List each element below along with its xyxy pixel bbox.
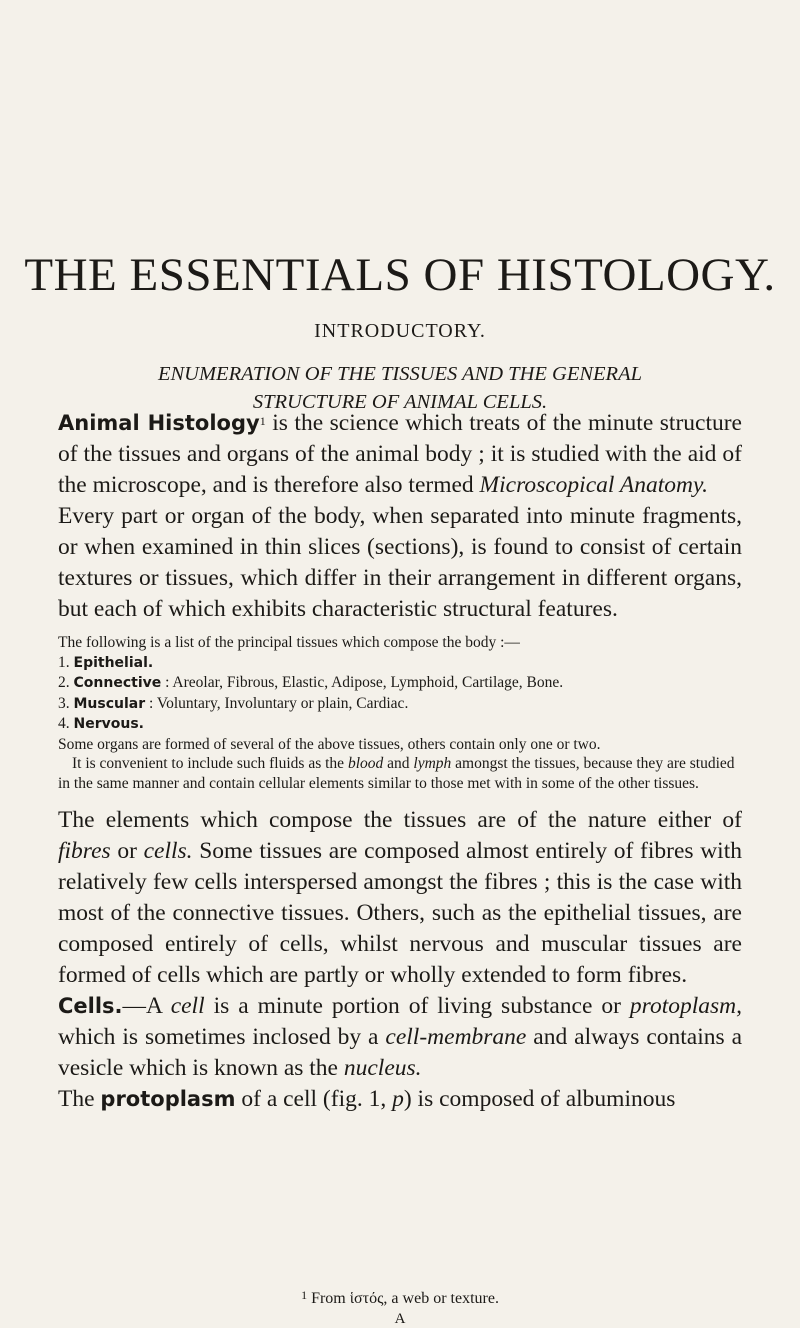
- list-item: [58, 653, 742, 674]
- text-run: The elements which compose the tissues are of the nature either of: [58, 807, 742, 833]
- tissue-list: [58, 653, 742, 735]
- term-lymph: lymph: [413, 755, 452, 772]
- list-number: 1.: [58, 653, 70, 671]
- text-run: is a minute portion of living substance or: [204, 993, 630, 1019]
- footnote-marker: 1: [259, 414, 266, 428]
- term-animal-histology: Animal Histology: [58, 411, 260, 435]
- term-nucleus: nucleus.: [343, 1055, 422, 1081]
- small-paragraph-fluids: [58, 754, 742, 793]
- text-run: amongst the tissues, because they are studied in the same manner and contain cellular elements similar to those met with in some of the other tissues.: [58, 755, 735, 792]
- signature-mark: A: [394, 1311, 406, 1327]
- text-run: It is convenient to include such fluids as the: [72, 755, 348, 772]
- term-cell: cell: [170, 993, 205, 1019]
- text-run: and: [383, 755, 414, 772]
- figure-label: p: [392, 1086, 404, 1112]
- paragraph-histology: [58, 408, 742, 501]
- text-run: Some tissues are composed almost entirely of fibres with relatively few cells interspersed amongst the fibres ; this is the case with most of the connective tissues. Others, such as the epithelial tissues, are composed entirely of cells, whilst nervous and muscular tissues are formed of cells which are partly or wholly extended to form fibres.: [58, 838, 742, 988]
- footnote-number: 1: [301, 1288, 308, 1302]
- text-run: ) is composed of albuminous: [403, 1086, 676, 1112]
- paragraph-protoplasm: [58, 1084, 742, 1115]
- list-number: 3.: [58, 694, 70, 712]
- term-protoplasm: protoplasm,: [629, 993, 742, 1019]
- paragraph-cells: [58, 991, 742, 1084]
- body-text: [58, 408, 742, 1115]
- list-term: Muscular: [73, 695, 146, 712]
- term-fibres: fibres: [58, 838, 111, 864]
- term-protoplasm-heading: protoplasm: [100, 1087, 236, 1111]
- subtitle-line-1: ENUMERATION OF THE TISSUES AND THE GENERAL: [157, 363, 643, 385]
- term-cell-membrane: cell-membrane: [385, 1024, 527, 1050]
- book-title: THE ESSENTIALS OF HISTOLOGY.: [24, 249, 776, 301]
- list-term: Nervous.: [73, 716, 144, 732]
- list-item: [58, 694, 742, 715]
- list-item: [58, 714, 742, 735]
- text-run: of a cell (fig. 1,: [235, 1086, 393, 1112]
- list-number: 4.: [58, 715, 70, 732]
- footnote-text: From ἱστός, a web or texture.: [307, 1290, 499, 1307]
- paragraph-text: is the science which treats of the minute structure of the tissues and organs of the animal body ; it is studied with the aid of the microscope, and is therefore also termed: [58, 410, 742, 498]
- term-cells-heading: Cells.: [58, 994, 123, 1018]
- list-item: [58, 673, 742, 694]
- footnote: [0, 1290, 800, 1308]
- list-term: Connective: [73, 675, 162, 691]
- term-blood: blood: [347, 755, 384, 772]
- text-run: The: [58, 1086, 101, 1112]
- text-run: and always contains a vesicle which is known as the: [58, 1024, 742, 1081]
- text-run: which is sometimes inclosed by a: [58, 1024, 386, 1050]
- section-heading: INTRODUCTORY.: [314, 320, 486, 342]
- text-run: —A: [122, 993, 171, 1019]
- text-run: or: [110, 838, 144, 864]
- paragraph-tissues: Every part or organ of the body, when separated into minute fragments, or when examined in thin slices (sections), is found to consist of certain textures or tissues, which differ in their arrangement in different organs, but each of which exhibits characteristic structural features.: [58, 503, 742, 622]
- paragraph-elements: [58, 805, 742, 991]
- subtitle-line-2: STRUCTURE OF ANIMAL CELLS.: [252, 391, 548, 413]
- list-intro: The following is a list of the principal tissues which compose the body :—: [58, 634, 520, 651]
- term-microscopical-anatomy: Microscopical Anatomy.: [479, 472, 708, 498]
- small-print-section: [58, 633, 742, 793]
- small-paragraph-organs: Some organs are formed of several of the above tissues, others contain only one or two.: [58, 735, 601, 753]
- list-term: Epithelial.: [73, 654, 154, 671]
- list-number: 2.: [58, 674, 70, 691]
- list-text: : Voluntary, Involuntary or plain, Cardiac.: [145, 694, 409, 712]
- term-cells: cells.: [143, 838, 193, 864]
- list-text: : Areolar, Fibrous, Elastic, Adipose, Lymphoid, Cartilage, Bone.: [161, 674, 564, 691]
